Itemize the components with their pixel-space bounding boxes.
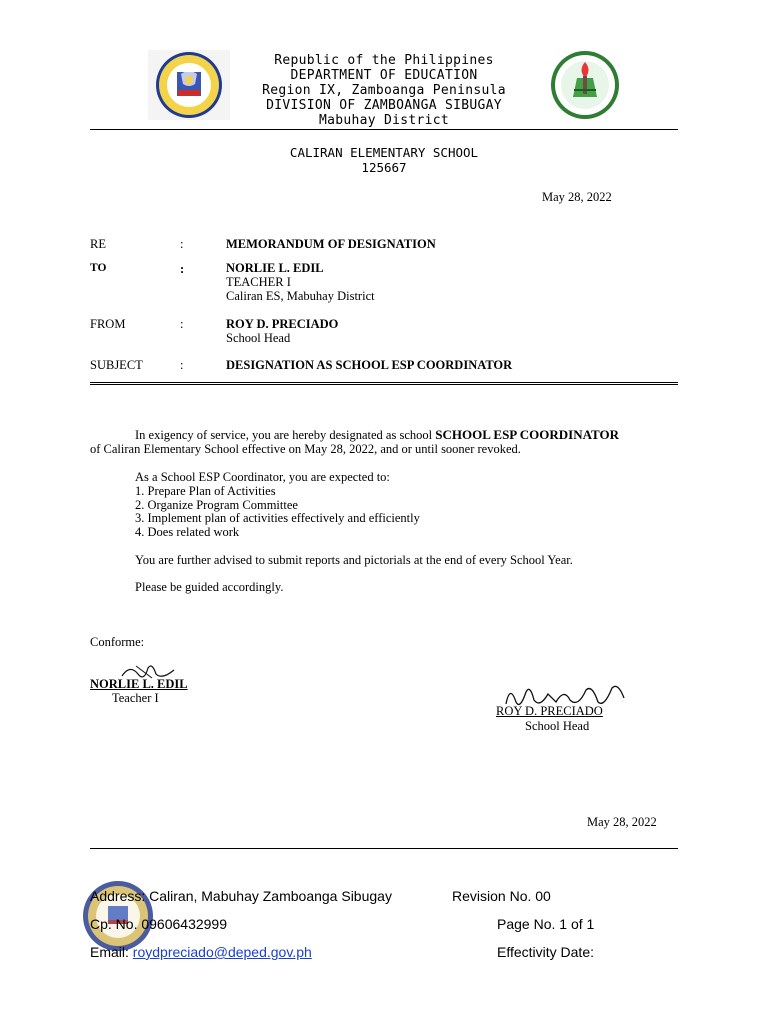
duty-item: 2. Organize Program Committee (135, 498, 298, 512)
from-name: ROY D. PRECIADO (226, 317, 339, 331)
school-name: CALIRAN ELEMENTARY SCHOOL (289, 145, 479, 160)
header-line-region: Region IX, Zamboanga Peninsula (262, 83, 506, 98)
header-line-division: DIVISION OF ZAMBOANGA SIBUGAY (266, 98, 502, 113)
conforme-position: Teacher I (112, 691, 159, 705)
from-position: School Head (226, 331, 291, 345)
to-colon: : (180, 262, 185, 276)
to-position: TEACHER I (226, 275, 291, 289)
paragraph-reports: You are further advised to submit reports and pictorials at the end of every School Year. (135, 553, 573, 567)
memo-divider (90, 382, 678, 385)
paragraph-guided: Please be guided accordingly. (135, 580, 284, 594)
deped-seal-logo (148, 50, 230, 120)
footer-revision: Revision No. 00 (452, 888, 551, 904)
duty-item: 3. Implement plan of activities effectively and efficiently (135, 511, 420, 525)
paragraph-designation (135, 428, 619, 442)
date-bottom: May 28, 2022 (587, 815, 657, 829)
duty-item: 1. Prepare Plan of Activities (135, 484, 276, 498)
re-value: MEMORANDUM OF DESIGNATION (226, 237, 436, 251)
date-top: May 28, 2022 (542, 190, 612, 204)
duties-intro: As a School ESP Coordinator, you are expected to: (135, 470, 390, 484)
header-line-republic: Republic of the Philippines (274, 53, 494, 68)
subject-label: SUBJECT (90, 358, 143, 372)
designation-title: SCHOOL ESP COORDINATOR (435, 427, 619, 442)
footer-effectivity: Effectivity Date: (497, 944, 595, 960)
conforme-label: Conforme: (90, 635, 145, 649)
head-name: ROY D. PRECIADO (496, 704, 603, 718)
re-label: RE (90, 237, 106, 251)
re-colon: : (180, 237, 184, 251)
footer-address: Address: Caliran, Mabuhay Zamboanga Sibugay (90, 888, 392, 904)
to-name: NORLIE L. EDIL (226, 261, 324, 275)
head-position: School Head (525, 719, 590, 733)
school-id: 125667 (361, 160, 407, 175)
subject-colon: : (180, 358, 184, 372)
footer-cp: Cp. No. 09606432999 (90, 916, 227, 932)
subject-value: DESIGNATION AS SCHOOL ESP COORDINATOR (226, 358, 513, 372)
from-label: FROM (90, 317, 126, 331)
paragraph-designation-line2: of Caliran Elementary School effective on May 28, 2022, and or until sooner revoked. (90, 442, 521, 456)
footer-page: Page No. 1 of 1 (497, 916, 595, 932)
header-divider (90, 129, 678, 130)
to-label: TO (90, 262, 107, 274)
footer-email-label: Email: (90, 944, 133, 960)
division-seal-logo (540, 50, 630, 120)
footer-email-link[interactable]: roydpreciado@deped.gov.ph (132, 944, 312, 960)
header-line-deped: DEPARTMENT OF EDUCATION (290, 68, 478, 83)
to-school: Caliran ES, Mabuhay District (226, 289, 375, 303)
conforme-name: NORLIE L. EDIL (90, 677, 188, 691)
header-line-district: Mabuhay District (318, 113, 450, 128)
from-colon: : (180, 317, 184, 331)
footer-divider (90, 848, 678, 849)
footer-email-row (90, 944, 312, 960)
paragraph-designation-text: In exigency of service, you are hereby designated as school (135, 428, 436, 442)
duty-item: 4. Does related work (135, 525, 240, 539)
